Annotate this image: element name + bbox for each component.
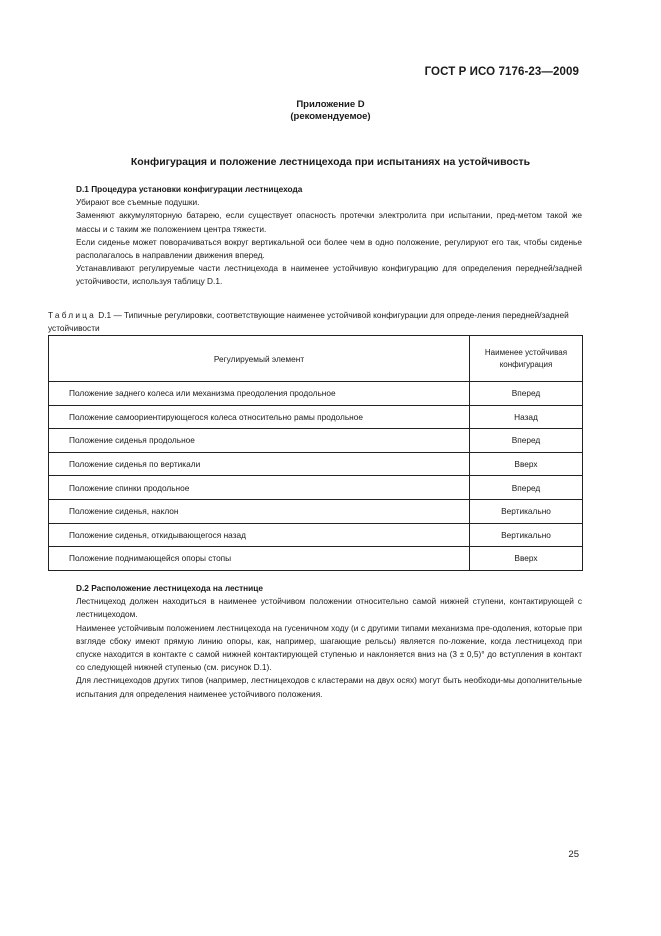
table-caption-text: D.1 — Типичные регулировки, соответствующие наименее устойчивой конфигурации для опреде-ления передней/задней устойчивости (48, 310, 569, 333)
paragraph: Убирают все съемные подушки. (76, 197, 200, 208)
standard-designation: ГОСТ Р ИСО 7176-23—2009 (424, 66, 579, 78)
section-d1 (76, 183, 582, 289)
column-header-config: Наименее устойчивая конфигурация (470, 336, 583, 382)
page-number: 25 (568, 849, 579, 860)
cell-element: Положение заднего колеса или механизма преодоления продольное (49, 382, 470, 406)
paragraph: Заменяют аккумуляторную батарею, если существует опасность протечки электролита при испытании, пред-метом такой же массы и с таким же положением центра тяжести. (76, 210, 582, 234)
cell-config: Назад (470, 405, 583, 429)
table-caption-label: Таблица (48, 310, 96, 320)
table-header-row (49, 336, 583, 382)
table-row (49, 499, 583, 523)
annex-status: (рекомендуемое) (290, 111, 371, 122)
table-row (49, 382, 583, 406)
annex-title: Приложение D (296, 99, 365, 110)
section-heading: D.2 Расположение лестницехода на лестнице (76, 583, 263, 593)
cell-element: Положение самоориентирующегося колеса относительно рамы продольное (49, 405, 470, 429)
cell-element: Положение спинки продольное (49, 476, 470, 500)
cell-config: Вертикально (470, 499, 583, 523)
cell-config: Вперед (470, 429, 583, 453)
paragraph: Наименее устойчивым положением лестницехода на гусеничном ходу (и с другими типами механизма пре-одоления, которые при взгляде сбоку имеют прямую линию опоры, как, например, шагающие рельсы) является по-ложение, когда лестницеход при спуске находится в контакте с самой нижней контактирующей ступенью и наклоняется вниз на (3 ± 0,5)° до вступления в контакт со следующей нижней ступенью (см. рисунок D.1). (76, 622, 582, 673)
cell-element: Положение сиденья, откидывающегося назад (49, 523, 470, 547)
annex-heading (0, 99, 661, 123)
cell-config: Вперед (470, 382, 583, 406)
paragraph: Если сиденье может поворачиваться вокруг вертикальной оси более чем в одно положение, регулируют его так, чтобы сиденье располагалось в направлении движения вперед. (76, 236, 582, 261)
main-title: Конфигурация и положение лестницехода при испытаниях на устойчивость (130, 156, 531, 168)
section-d2 (76, 582, 582, 701)
table-row (49, 405, 583, 429)
cell-element: Положение сиденья продольное (49, 429, 470, 453)
cell-element: Положение поднимающейся опоры стопы (49, 547, 470, 571)
cell-config: Вверх (470, 547, 583, 571)
paragraph: Устанавливают регулируемые части лестницехода в наименее устойчивую конфигурацию для определения передней/задней устойчивости, используя таблицу D.1. (76, 263, 582, 287)
table-row (49, 452, 583, 476)
section-heading: D.1 Процедура установки конфигурации лестницехода (76, 184, 303, 194)
table-row (49, 429, 583, 453)
table-row (49, 523, 583, 547)
table-caption (48, 309, 582, 334)
cell-config: Вверх (470, 452, 583, 476)
adjustments-table (48, 335, 583, 571)
cell-config: Вперед (470, 476, 583, 500)
column-header-element: Регулируемый элемент (49, 336, 470, 382)
cell-element: Положение сиденья, наклон (49, 499, 470, 523)
table-row (49, 547, 583, 571)
paragraph: Лестницеход должен находиться в наименее устойчивом положении относительно самой нижней ступени, контактирующей с лестницеходом. (76, 596, 582, 620)
cell-config: Вертикально (470, 523, 583, 547)
cell-element: Положение сиденья по вертикали (49, 452, 470, 476)
table-row (49, 476, 583, 500)
paragraph: Для лестницеходов других типов (например, лестницеходов с кластерами на двух осях) могут быть необходи-мы дополнительные испытания для определения наименее устойчивого положения. (76, 675, 582, 699)
